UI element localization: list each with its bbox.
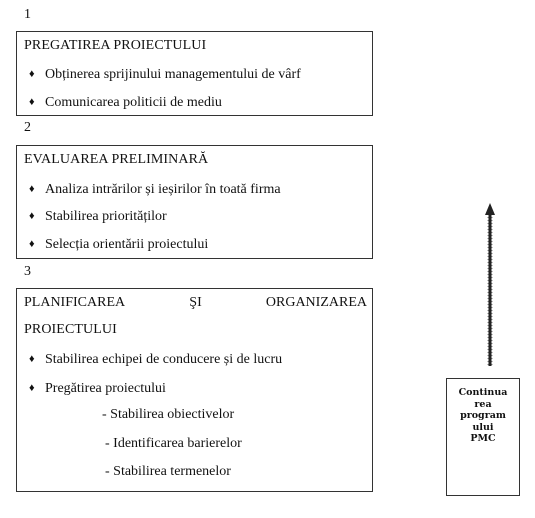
section-title-3-line-1: [24, 295, 367, 311]
section-1-item-1: [29, 66, 301, 83]
bullet-diamond-icon: ♦: [29, 210, 35, 222]
item-text: Stabilirea priorităților: [45, 209, 167, 224]
bullet-diamond-icon: ♦: [29, 68, 35, 80]
section-3-item-2: [29, 380, 166, 397]
section-1-item-2: [29, 94, 222, 111]
item-text: Comunicarea politicii de mediu: [45, 95, 222, 110]
section-2-item-2: [29, 208, 167, 225]
bullet-diamond-icon: ♦: [29, 96, 35, 108]
section-number-2: 2: [24, 120, 31, 135]
section-title-3-line-2: PROIECTULUI: [24, 322, 117, 337]
item-text: Stabilirea echipei de conducere și de lucru: [45, 352, 283, 367]
section-3-subitem-2: - Identificarea barierelor: [105, 436, 242, 451]
section-3-item-1: [29, 351, 282, 368]
section-box-2: [16, 145, 373, 259]
continuation-text: [447, 387, 519, 445]
section-2-item-1: [29, 181, 281, 198]
section-3-subitem-1: - Stabilirea obiectivelor: [102, 407, 235, 422]
section-3-subitem-3: - Stabilirea termenelor: [105, 464, 231, 479]
title-word: ORGANIZAREA: [265, 295, 367, 310]
up-arrow-icon: [478, 200, 502, 370]
section-number-3: 3: [24, 264, 31, 279]
continuation-line: ului: [472, 421, 494, 433]
bullet-diamond-icon: ♦: [29, 353, 35, 365]
title-word: PLANIFICAREA: [24, 295, 126, 310]
section-title-1: PREGATIREA PROIECTULUI: [24, 38, 207, 53]
continuation-line: program: [460, 410, 506, 421]
bullet-diamond-icon: ♦: [29, 382, 35, 394]
bullet-diamond-icon: ♦: [29, 238, 35, 250]
continuation-line: PMC: [470, 433, 496, 444]
section-box-1: [16, 31, 373, 116]
continuation-line: rea: [474, 398, 492, 410]
section-number-1: 1: [24, 7, 31, 22]
item-text: Obținerea sprijinului managementului de vârf: [45, 67, 301, 82]
section-box-3: [16, 288, 373, 492]
item-text: Pregătirea proiectului: [45, 381, 166, 396]
title-word: ŞI: [189, 295, 202, 310]
continuation-line: Continua: [458, 387, 508, 398]
item-text: Analiza intrărilor și ieșirilor în toată firma: [45, 182, 281, 197]
continuation-box: [446, 378, 520, 496]
bullet-diamond-icon: ♦: [29, 183, 35, 195]
section-title-2: EVALUAREA PRELIMINARĂ: [24, 152, 209, 167]
section-2-item-3: [29, 236, 208, 253]
item-text: Selecția orientării proiectului: [45, 237, 209, 252]
